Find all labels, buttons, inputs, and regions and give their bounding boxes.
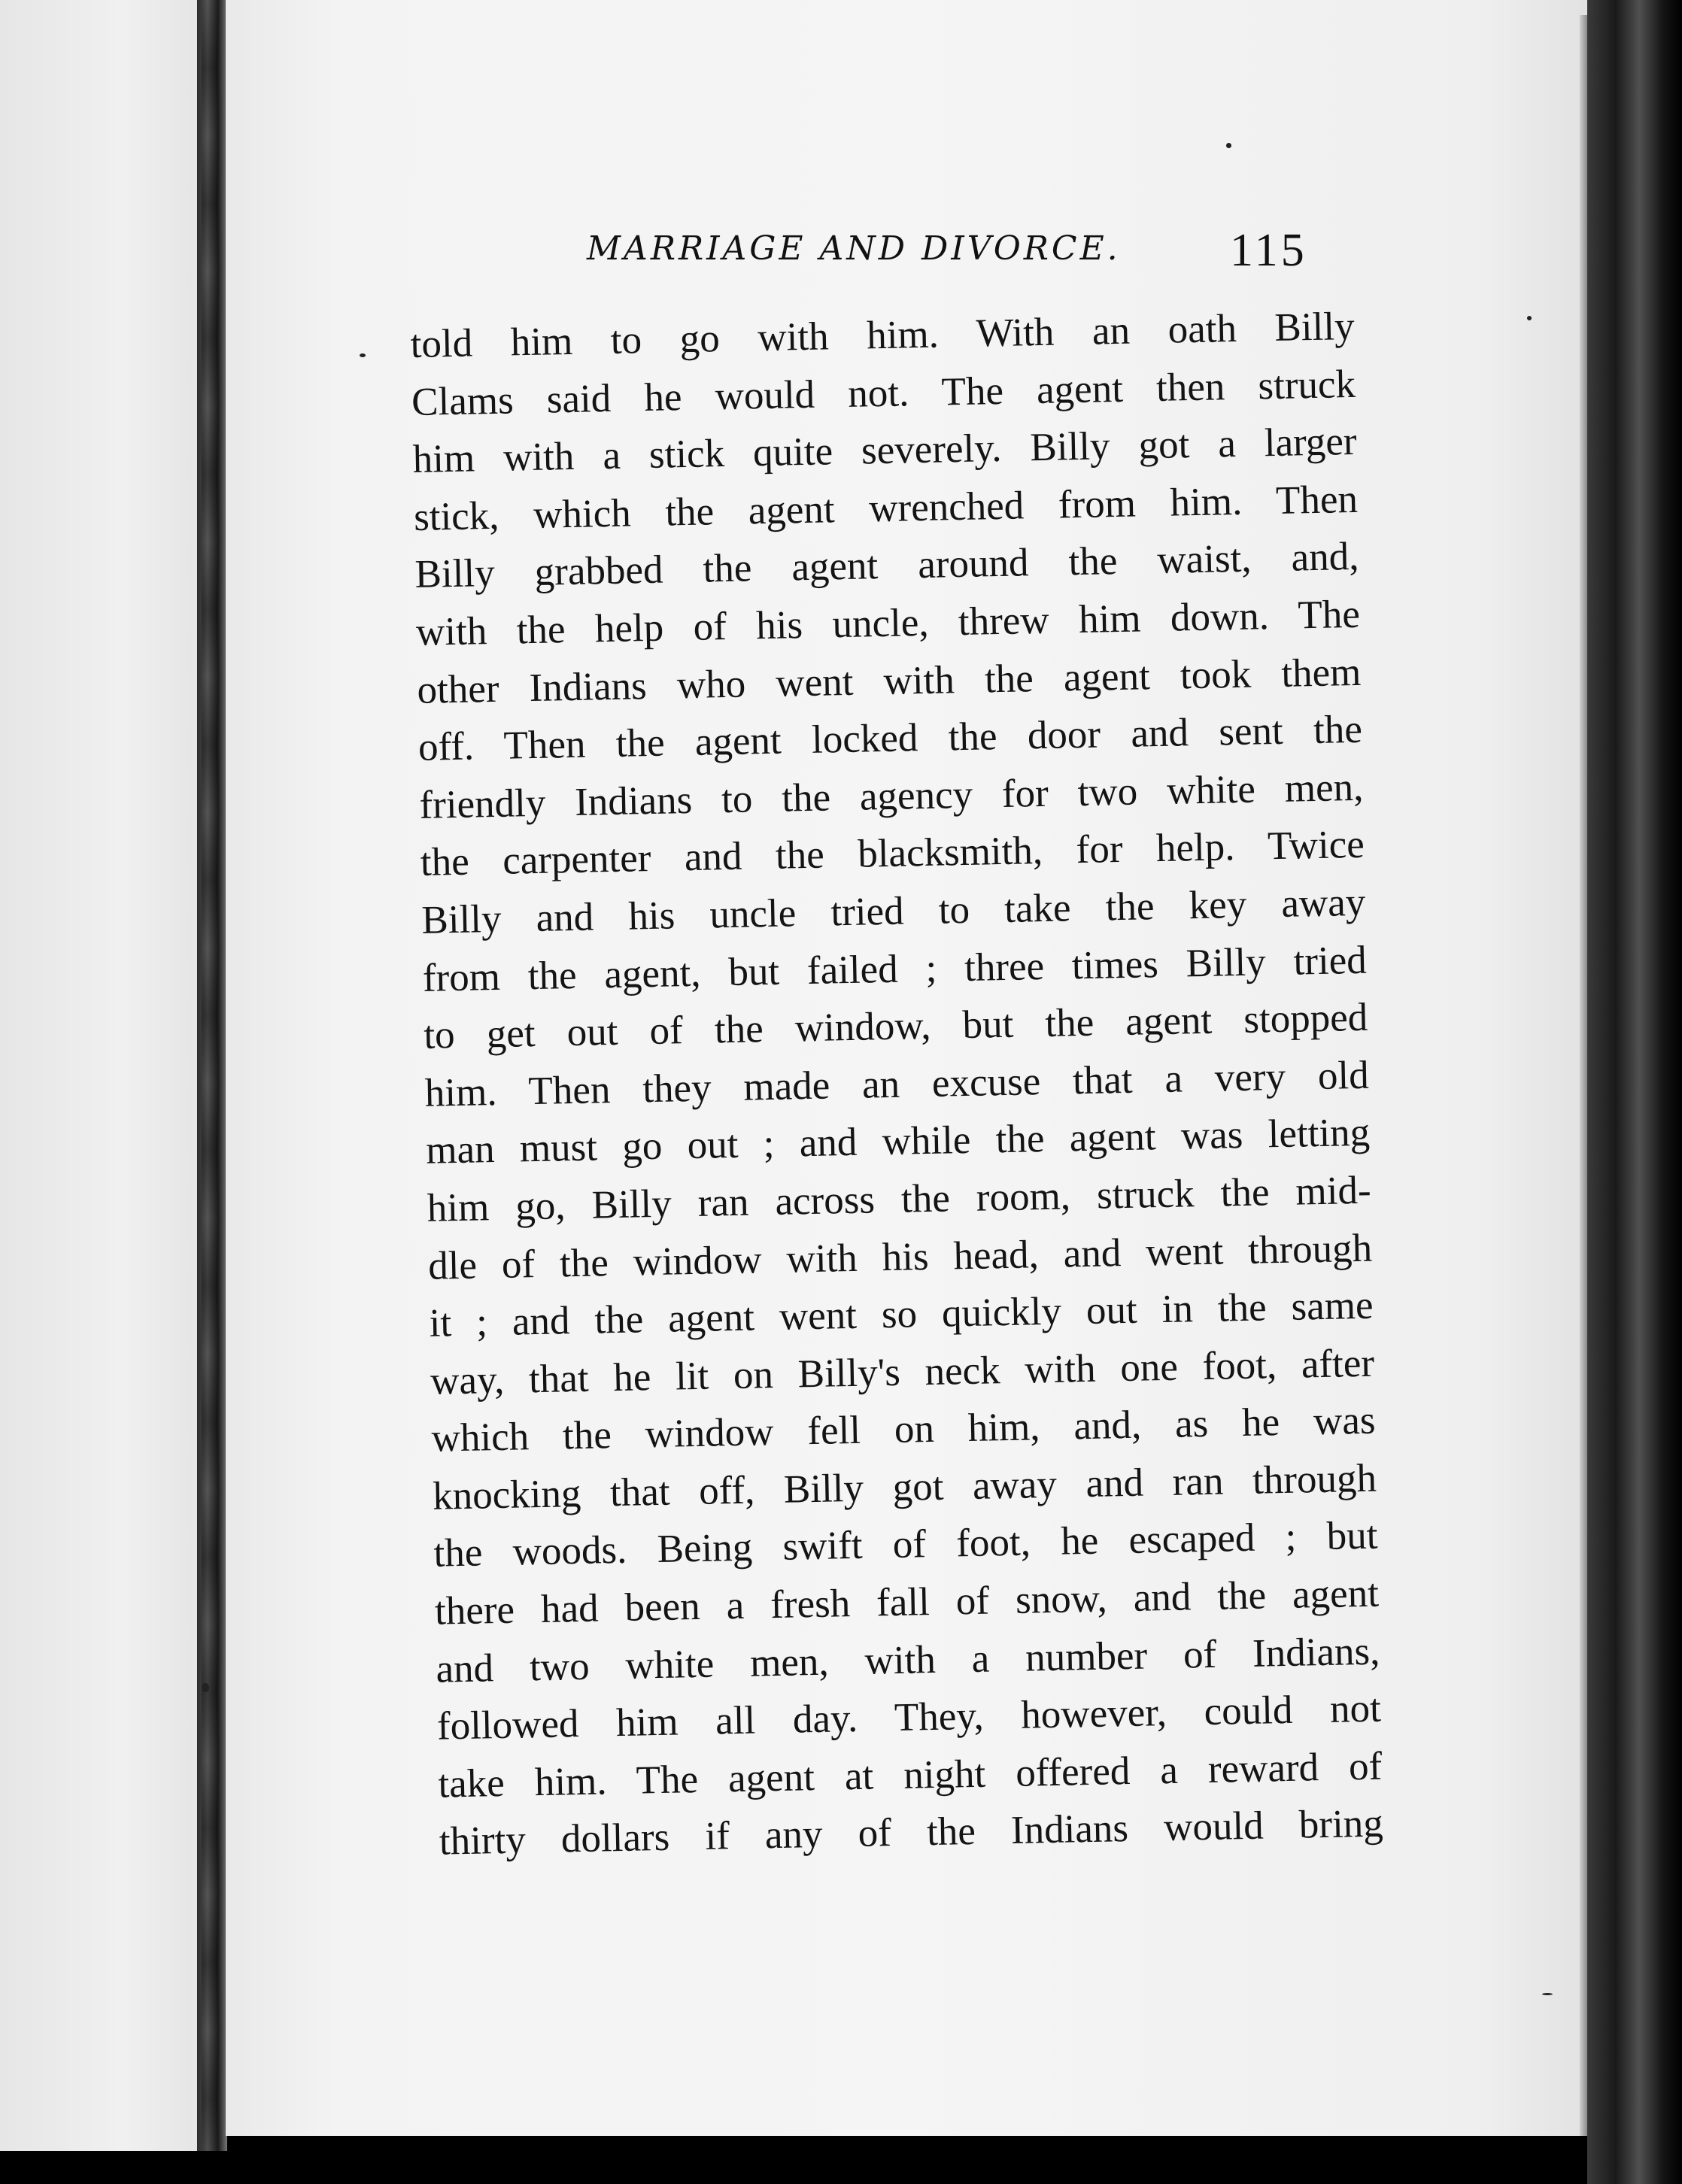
left-page-fragment (0, 0, 205, 2151)
text-line: the woods. Being swift of foot, he escaped ; but (433, 1514, 1378, 1576)
text-line: Billy grabbed the agent around the waist, and, (414, 535, 1359, 597)
text-line: and two white men, with a number of Indians, (435, 1629, 1380, 1691)
text-line: man must go out ; and while the agent was letting (425, 1111, 1371, 1173)
scan-speck (202, 1683, 209, 1692)
scan-speck (1226, 143, 1231, 148)
text-line: the carpenter and the blacksmith, for help. Twice (420, 823, 1365, 885)
text-line: off. Then the agent locked the door and sent the (417, 707, 1363, 770)
text-line: other Indians who went with the agent took them (416, 650, 1362, 712)
page-number: 115 (1230, 225, 1307, 276)
text-line: dle of the window with his head, and went through (427, 1226, 1373, 1288)
text-line: which the window fell on him, and, as he was (431, 1398, 1376, 1461)
text-line: from the agent, but failed ; three times Billy tried (422, 938, 1368, 1000)
page-edge (1580, 15, 1587, 2136)
text-line: followed him all day. They, however, could not (436, 1686, 1382, 1749)
text-line: way, that he lit on Billy's neck with one foot, after (430, 1341, 1375, 1403)
gutter-shadow (202, 0, 218, 2151)
text-line: it ; and the agent went so quickly out in the same (429, 1283, 1374, 1345)
text-line: stick, which the agent wrenched from him. Then (413, 477, 1359, 539)
body-text (410, 298, 1383, 1871)
text-line: him with a stick quite severely. Billy got a larger (412, 420, 1357, 482)
text-line: with the help of his uncle, threw him down. The (415, 592, 1361, 654)
book-fore-edge (1587, 0, 1682, 2184)
text-line: there had been a fresh fall of snow, and the agent (434, 1571, 1380, 1633)
scan-speck (1542, 1993, 1553, 1995)
scan-speck (360, 353, 366, 357)
text-line: thirty dollars if any of the Indians would bring (439, 1801, 1384, 1864)
text-line: Clams said he would not. The agent then struck (411, 362, 1356, 424)
scan-speck (1527, 316, 1532, 320)
text-line: told him to go with him. With an oath Billy (410, 304, 1356, 366)
text-line: knocking that off, Billy got away and ran through (432, 1456, 1377, 1518)
text-line: him. Then they made an excuse that a very old (424, 1053, 1370, 1115)
text-line: Billy and his uncle tried to take the key away (420, 880, 1366, 942)
text-line: him go, Billy ran across the room, struck the mid- (427, 1168, 1372, 1230)
text-line: take him. The agent at night offered a reward of (437, 1744, 1383, 1806)
text-line: to get out of the window, but the agent stopped (423, 995, 1368, 1057)
running-head: MARRIAGE AND DIVORCE. (587, 229, 1121, 268)
text-line: friendly Indians to the agency for two white men, (418, 765, 1364, 827)
